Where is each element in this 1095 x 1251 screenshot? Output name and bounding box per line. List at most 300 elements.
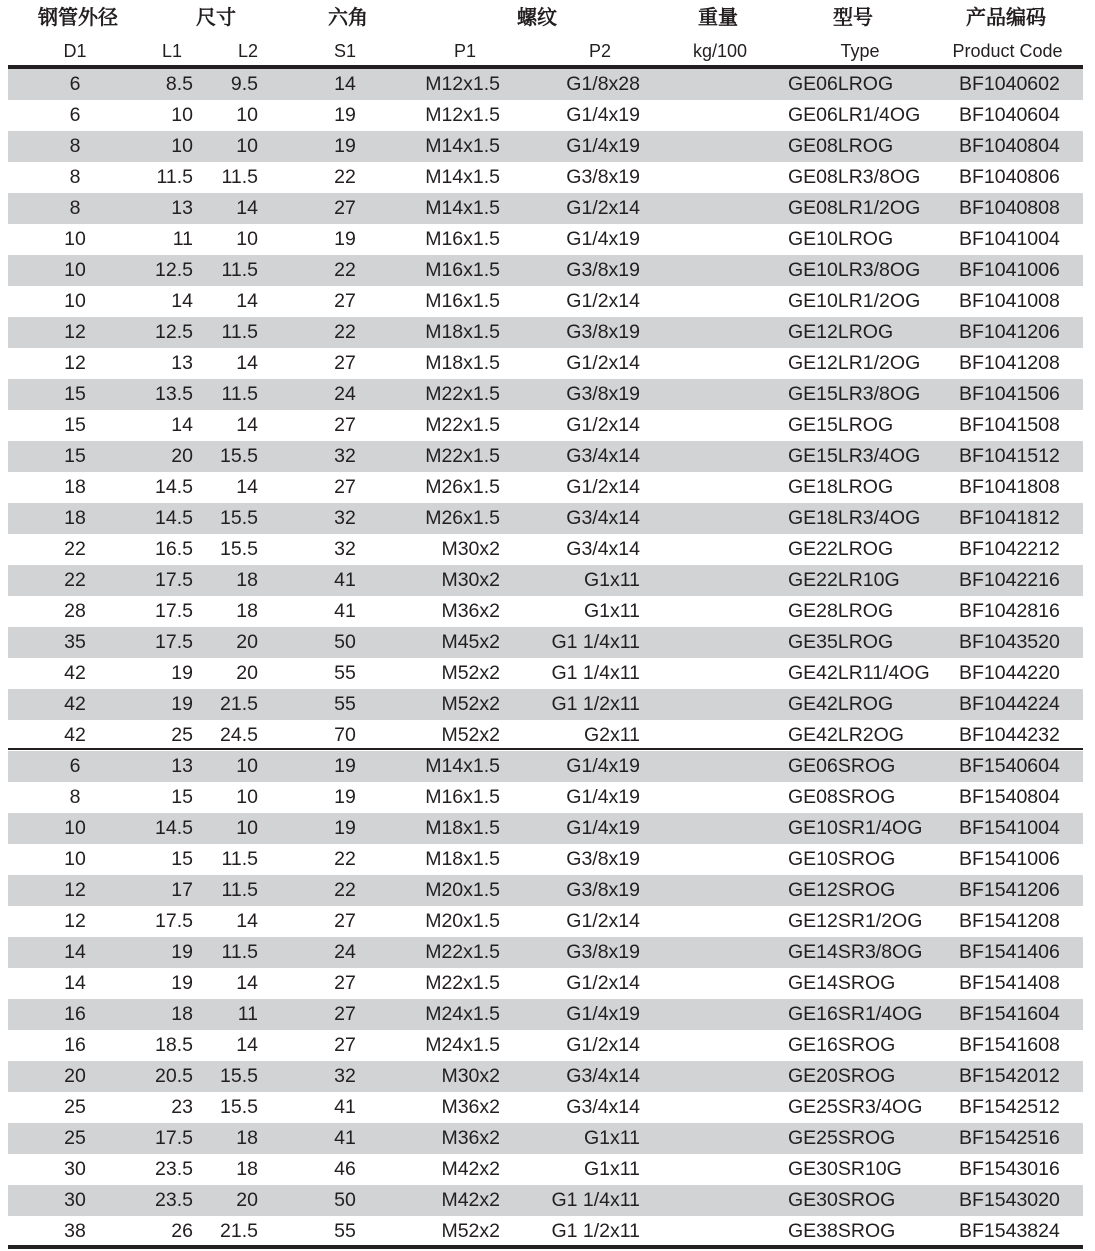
cell-p1: M52x2	[441, 662, 500, 684]
cell-code: BF1543824	[959, 1220, 1060, 1242]
cell-code: BF1042816	[959, 600, 1060, 622]
cell-p1: M36x2	[441, 600, 500, 622]
cell-type: GE12SR1/2OG	[788, 910, 923, 932]
cell-code: BF1541608	[959, 1034, 1060, 1056]
cell-d1: 8	[69, 197, 81, 219]
cell-type: GE42LROG	[788, 693, 894, 715]
cell-l2: 11.5	[221, 166, 258, 188]
cell-code: BF1541004	[959, 817, 1060, 839]
cell-l1: 12.5	[155, 321, 193, 343]
table-row	[8, 255, 1083, 286]
cell-l2: 20	[236, 662, 258, 684]
cell-d1: 22	[64, 538, 86, 560]
cell-code: BF1541408	[959, 972, 1060, 994]
cell-s1: 55	[334, 662, 356, 684]
cell-p2: G1/8x28	[566, 73, 640, 95]
cell-type: GE15LR3/4OG	[788, 445, 921, 467]
cell-type: GE12LROG	[788, 321, 894, 343]
cell-d1: 10	[64, 228, 86, 250]
cell-type: GE10LR1/2OG	[788, 290, 921, 312]
cell-type: GE08SROG	[788, 786, 896, 808]
table-row	[8, 1092, 1083, 1123]
cell-d1: 20	[64, 1065, 86, 1087]
cell-type: GE22LR10G	[788, 569, 900, 591]
cell-l1: 15	[171, 848, 193, 870]
cell-d1: 16	[64, 1034, 86, 1056]
cell-type: GE08LR3/8OG	[788, 166, 921, 188]
cell-d1: 10	[64, 817, 86, 839]
cell-l1: 10	[171, 135, 193, 157]
cell-d1: 15	[64, 445, 86, 467]
cell-code: BF1040604	[959, 104, 1060, 126]
cell-type: GE38SROG	[788, 1220, 896, 1242]
cell-d1: 8	[69, 786, 81, 808]
cell-type: GE10SROG	[788, 848, 896, 870]
cell-d1: 12	[64, 321, 86, 343]
header-s1: S1	[333, 41, 357, 61]
table-row	[8, 596, 1083, 627]
cell-s1: 19	[334, 786, 356, 808]
cell-p1: M24x1.5	[425, 1034, 500, 1056]
cell-d1: 8	[69, 135, 81, 157]
table-row	[8, 1216, 1083, 1247]
cell-p2: G1 1/2x11	[551, 693, 640, 715]
table-row	[8, 782, 1083, 813]
table-row	[8, 968, 1083, 999]
cell-l2: 15.5	[220, 538, 258, 560]
cell-type: GE12SROG	[788, 879, 896, 901]
cell-p1: M20x1.5	[425, 879, 500, 901]
cell-type: GE08LROG	[788, 135, 894, 157]
cell-s1: 55	[334, 1220, 356, 1242]
cell-l2: 11.5	[221, 848, 258, 870]
cell-l1: 11.5	[156, 166, 193, 188]
cell-p2: G1x11	[583, 600, 640, 622]
cell-d1: 16	[64, 1003, 86, 1025]
cell-p2: G3/8x19	[566, 848, 640, 870]
cell-type: GE42LR2OG	[788, 724, 904, 746]
cell-l1: 16.5	[155, 538, 193, 560]
cell-s1: 19	[334, 755, 356, 777]
cell-code: BF1041004	[959, 228, 1060, 250]
cell-p1: M18x1.5	[425, 848, 500, 870]
table-row	[8, 844, 1083, 875]
cell-code: BF1040806	[959, 166, 1060, 188]
cell-p2: G1/2x14	[566, 476, 640, 498]
cell-type: GE25SR3/4OG	[788, 1096, 923, 1118]
cell-p2: G1x11	[583, 1127, 640, 1149]
cell-p1: M14x1.5	[425, 755, 500, 777]
table-row	[8, 1185, 1083, 1216]
cell-p2: G1/4x19	[566, 104, 640, 126]
cell-type: GE25SROG	[788, 1127, 896, 1149]
cell-l1: 19	[171, 941, 193, 963]
cell-p1: M24x1.5	[425, 1003, 500, 1025]
cell-l1: 17.5	[155, 600, 193, 622]
cell-code: BF1041008	[959, 290, 1060, 312]
cell-code: BF1044232	[959, 724, 1060, 746]
cell-l2: 21.5	[220, 693, 258, 715]
table-row	[8, 875, 1083, 906]
cell-l1: 26	[171, 1220, 193, 1242]
header-group-row	[0, 3, 1095, 33]
cell-s1: 27	[334, 290, 356, 312]
cell-s1: 22	[334, 259, 356, 281]
cell-l1: 17.5	[155, 1127, 193, 1149]
table-row	[8, 937, 1083, 968]
cell-d1: 30	[64, 1189, 86, 1211]
cell-s1: 27	[334, 352, 356, 374]
cell-p2: G3/4x14	[566, 538, 640, 560]
cell-code: BF1042216	[959, 569, 1060, 591]
cell-p1: M52x2	[441, 1220, 500, 1242]
cell-p2: G1x11	[583, 1158, 640, 1180]
cell-p2: G1x11	[583, 569, 640, 591]
cell-p2: G1/2x14	[566, 197, 640, 219]
cell-p1: M18x1.5	[425, 352, 500, 374]
cell-code: BF1541406	[959, 941, 1060, 963]
cell-l1: 23.5	[155, 1158, 193, 1180]
cell-code: BF1042212	[959, 538, 1060, 560]
cell-code: BF1540804	[959, 786, 1060, 808]
cell-code: BF1044224	[959, 693, 1060, 715]
cell-code: BF1543016	[959, 1158, 1060, 1180]
cell-p1: M20x1.5	[425, 910, 500, 932]
cell-d1: 15	[64, 383, 86, 405]
table-row	[8, 658, 1083, 689]
cell-l2: 11.5	[221, 321, 258, 343]
cell-code: BF1040808	[959, 197, 1060, 219]
cell-s1: 32	[334, 538, 356, 560]
cell-p2: G3/8x19	[566, 383, 640, 405]
cell-p2: G1 1/4x11	[551, 662, 640, 684]
header-column-row	[0, 36, 1095, 66]
cell-l1: 17.5	[155, 569, 193, 591]
cell-p2: G1/2x14	[566, 972, 640, 994]
cell-p2: G1/4x19	[566, 228, 640, 250]
cell-d1: 10	[64, 848, 86, 870]
header-d1: D1	[63, 41, 87, 61]
table-row	[8, 751, 1083, 782]
cell-p2: G3/8x19	[566, 321, 640, 343]
cell-d1: 18	[64, 476, 86, 498]
cell-p2: G1/2x14	[566, 290, 640, 312]
cell-p1: M18x1.5	[425, 321, 500, 343]
cell-l2: 10	[236, 755, 258, 777]
table-row	[8, 720, 1083, 751]
cell-p1: M42x2	[441, 1189, 500, 1211]
table-row	[8, 224, 1083, 255]
cell-p1: M16x1.5	[425, 290, 500, 312]
cell-s1: 19	[334, 135, 356, 157]
table-row	[8, 534, 1083, 565]
cell-code: BF1541206	[959, 879, 1060, 901]
cell-p2: G1 1/4x11	[551, 1189, 640, 1211]
cell-code: BF1542516	[959, 1127, 1060, 1149]
cell-l1: 14.5	[155, 507, 193, 529]
cell-s1: 24	[334, 941, 356, 963]
table-row	[8, 1123, 1083, 1154]
cell-p2: G1/2x14	[566, 910, 640, 932]
cell-l1: 25	[171, 724, 193, 746]
cell-l2: 11.5	[221, 383, 258, 405]
cell-type: GE10LROG	[788, 228, 894, 250]
cell-l1: 14	[171, 414, 193, 436]
cell-code: BF1040602	[959, 73, 1060, 95]
cell-p2: G3/8x19	[566, 259, 640, 281]
cell-l2: 15.5	[220, 1096, 258, 1118]
cell-s1: 19	[334, 817, 356, 839]
header-code-cn: 产品编码	[966, 7, 1046, 29]
cell-s1: 70	[334, 724, 356, 746]
cell-s1: 50	[334, 631, 356, 653]
header-thread-cn: 螺纹	[517, 7, 557, 29]
cell-s1: 41	[334, 569, 356, 591]
cell-p1: M18x1.5	[425, 817, 500, 839]
header-code: Product Code	[952, 41, 1063, 61]
cell-p1: M36x2	[441, 1096, 500, 1118]
header-type-cn: 型号	[833, 7, 873, 29]
table-row	[8, 1061, 1083, 1092]
cell-type: GE10LR3/8OG	[788, 259, 921, 281]
cell-type: GE14SROG	[788, 972, 896, 994]
header-p1: P1	[453, 41, 477, 61]
cell-p2: G3/8x19	[566, 166, 640, 188]
cell-l2: 9.5	[230, 73, 258, 95]
cell-p1: M22x1.5	[425, 383, 500, 405]
cell-s1: 22	[334, 879, 356, 901]
cell-type: GE35LROG	[788, 631, 894, 653]
cell-d1: 42	[64, 724, 86, 746]
cell-p2: G1 1/2x11	[551, 1220, 640, 1242]
cell-s1: 14	[334, 73, 356, 95]
table-row	[8, 565, 1083, 596]
cell-d1: 10	[64, 259, 86, 281]
cell-l2: 14	[236, 352, 258, 374]
cell-s1: 27	[334, 1034, 356, 1056]
cell-l1: 19	[171, 693, 193, 715]
cell-p1: M14x1.5	[425, 135, 500, 157]
cell-l2: 24.5	[220, 724, 258, 746]
cell-l1: 20.5	[155, 1065, 193, 1087]
cell-s1: 27	[334, 910, 356, 932]
cell-p2: G1/4x19	[566, 786, 640, 808]
table-row	[8, 1154, 1083, 1185]
header-l2: L2	[237, 41, 259, 61]
cell-p2: G2x11	[583, 724, 640, 746]
cell-l1: 10	[171, 104, 193, 126]
cell-type: GE15LROG	[788, 414, 894, 436]
cell-l2: 15.5	[220, 1065, 258, 1087]
table-row	[8, 100, 1083, 131]
cell-code: BF1542512	[959, 1096, 1060, 1118]
cell-l2: 15.5	[220, 507, 258, 529]
cell-d1: 25	[64, 1096, 86, 1118]
cell-p1: M14x1.5	[425, 166, 500, 188]
cell-type: GE42LR11/4OG	[788, 662, 930, 684]
cell-l2: 11.5	[221, 941, 258, 963]
table-bottom-rule	[8, 1245, 1083, 1249]
cell-s1: 27	[334, 197, 356, 219]
cell-l1: 15	[171, 786, 193, 808]
cell-p1: M14x1.5	[425, 197, 500, 219]
cell-type: GE20SROG	[788, 1065, 896, 1087]
cell-s1: 27	[334, 414, 356, 436]
cell-p1: M52x2	[441, 693, 500, 715]
header-l1: L1	[161, 41, 183, 61]
cell-s1: 22	[334, 166, 356, 188]
cell-l2: 21.5	[220, 1220, 258, 1242]
cell-type: GE22LROG	[788, 538, 894, 560]
cell-code: BF1041506	[959, 383, 1060, 405]
cell-type: GE18LROG	[788, 476, 894, 498]
cell-l2: 20	[236, 631, 258, 653]
cell-s1: 41	[334, 600, 356, 622]
cell-type: GE06LR1/4OG	[788, 104, 921, 126]
table-row	[8, 999, 1083, 1030]
cell-p1: M26x1.5	[425, 507, 500, 529]
cell-d1: 12	[64, 879, 86, 901]
cell-p2: G1/4x19	[566, 1003, 640, 1025]
cell-l1: 18	[171, 1003, 193, 1025]
cell-type: GE06SROG	[788, 755, 896, 777]
table-row	[8, 162, 1083, 193]
cell-p1: M16x1.5	[425, 786, 500, 808]
cell-l2: 18	[236, 600, 258, 622]
cell-p1: M30x2	[441, 569, 500, 591]
cell-l2: 14	[236, 197, 258, 219]
cell-l1: 17	[171, 879, 193, 901]
cell-d1: 38	[64, 1220, 86, 1242]
header-weight: kg/100	[692, 41, 748, 61]
cell-p1: M22x1.5	[425, 941, 500, 963]
cell-type: GE14SR3/8OG	[788, 941, 923, 963]
cell-l1: 23.5	[155, 1189, 193, 1211]
cell-code: BF1543020	[959, 1189, 1060, 1211]
cell-l2: 14	[236, 972, 258, 994]
cell-s1: 32	[334, 1065, 356, 1087]
cell-p1: M45x2	[441, 631, 500, 653]
cell-p1: M42x2	[441, 1158, 500, 1180]
cell-p2: G3/8x19	[566, 879, 640, 901]
cell-p2: G1/2x14	[566, 1034, 640, 1056]
cell-p1: M26x1.5	[425, 476, 500, 498]
cell-code: BF1542012	[959, 1065, 1060, 1087]
cell-d1: 12	[64, 910, 86, 932]
cell-l1: 13	[171, 197, 193, 219]
cell-l1: 19	[171, 662, 193, 684]
table-row	[8, 410, 1083, 441]
cell-l1: 19	[171, 972, 193, 994]
cell-type: GE18LR3/4OG	[788, 507, 921, 529]
cell-l1: 18.5	[155, 1034, 193, 1056]
cell-d1: 6	[69, 104, 81, 126]
table-row	[8, 627, 1083, 658]
cell-p1: M22x1.5	[425, 972, 500, 994]
cell-d1: 42	[64, 693, 86, 715]
cell-code: BF1043520	[959, 631, 1060, 653]
cell-code: BF1040804	[959, 135, 1060, 157]
cell-s1: 24	[334, 383, 356, 405]
cell-l2: 11	[237, 1003, 258, 1025]
cell-l1: 14	[171, 290, 193, 312]
cell-type: GE30SROG	[788, 1189, 896, 1211]
cell-l1: 13	[171, 755, 193, 777]
cell-d1: 18	[64, 507, 86, 529]
cell-d1: 22	[64, 569, 86, 591]
cell-l2: 14	[236, 290, 258, 312]
cell-s1: 32	[334, 507, 356, 529]
table-row	[8, 1030, 1083, 1061]
cell-l2: 10	[236, 817, 258, 839]
cell-code: BF1541208	[959, 910, 1060, 932]
cell-d1: 8	[69, 166, 81, 188]
cell-code: BF1041206	[959, 321, 1060, 343]
table-row	[8, 131, 1083, 162]
table-row	[8, 813, 1083, 844]
cell-p2: G3/4x14	[566, 507, 640, 529]
cell-p2: G1/4x19	[566, 755, 640, 777]
cell-type: GE28LROG	[788, 600, 894, 622]
table-row	[8, 441, 1083, 472]
cell-code: BF1041208	[959, 352, 1060, 374]
cell-type: GE15LR3/8OG	[788, 383, 921, 405]
cell-l1: 20	[171, 445, 193, 467]
cell-p1: M12x1.5	[425, 104, 500, 126]
cell-p1: M16x1.5	[425, 228, 500, 250]
cell-code: BF1041512	[959, 445, 1060, 467]
table-row	[8, 317, 1083, 348]
cell-l2: 14	[236, 476, 258, 498]
cell-l2: 20	[236, 1189, 258, 1211]
cell-s1: 27	[334, 476, 356, 498]
cell-p1: M22x1.5	[425, 445, 500, 467]
cell-code: BF1041006	[959, 259, 1060, 281]
cell-s1: 27	[334, 1003, 356, 1025]
cell-p1: M52x2	[441, 724, 500, 746]
cell-type: GE16SROG	[788, 1034, 896, 1056]
cell-p1: M36x2	[441, 1127, 500, 1149]
table-row	[8, 379, 1083, 410]
cell-p2: G3/8x19	[566, 941, 640, 963]
cell-l1: 14.5	[155, 817, 193, 839]
cell-p1: M12x1.5	[425, 73, 500, 95]
cell-s1: 55	[334, 693, 356, 715]
table-row	[8, 689, 1083, 720]
section-divider	[8, 748, 1083, 750]
header-d1-cn: 钢管外径	[38, 7, 118, 29]
cell-d1: 6	[69, 73, 81, 95]
cell-d1: 14	[64, 972, 86, 994]
table-row	[8, 472, 1083, 503]
cell-code: BF1540604	[959, 755, 1060, 777]
table-row	[8, 69, 1083, 100]
cell-d1: 12	[64, 352, 86, 374]
cell-p2: G1/2x14	[566, 352, 640, 374]
cell-l2: 10	[236, 228, 258, 250]
cell-d1: 15	[64, 414, 86, 436]
table-body	[8, 69, 1083, 1247]
table-row	[8, 503, 1083, 534]
cell-l1: 17.5	[155, 631, 193, 653]
cell-code: BF1541006	[959, 848, 1060, 870]
cell-l2: 11.5	[221, 259, 258, 281]
cell-type: GE06LROG	[788, 73, 894, 95]
cell-code: BF1041812	[959, 507, 1060, 529]
cell-p2: G3/4x14	[566, 1065, 640, 1087]
table-row	[8, 906, 1083, 937]
cell-l2: 15.5	[220, 445, 258, 467]
